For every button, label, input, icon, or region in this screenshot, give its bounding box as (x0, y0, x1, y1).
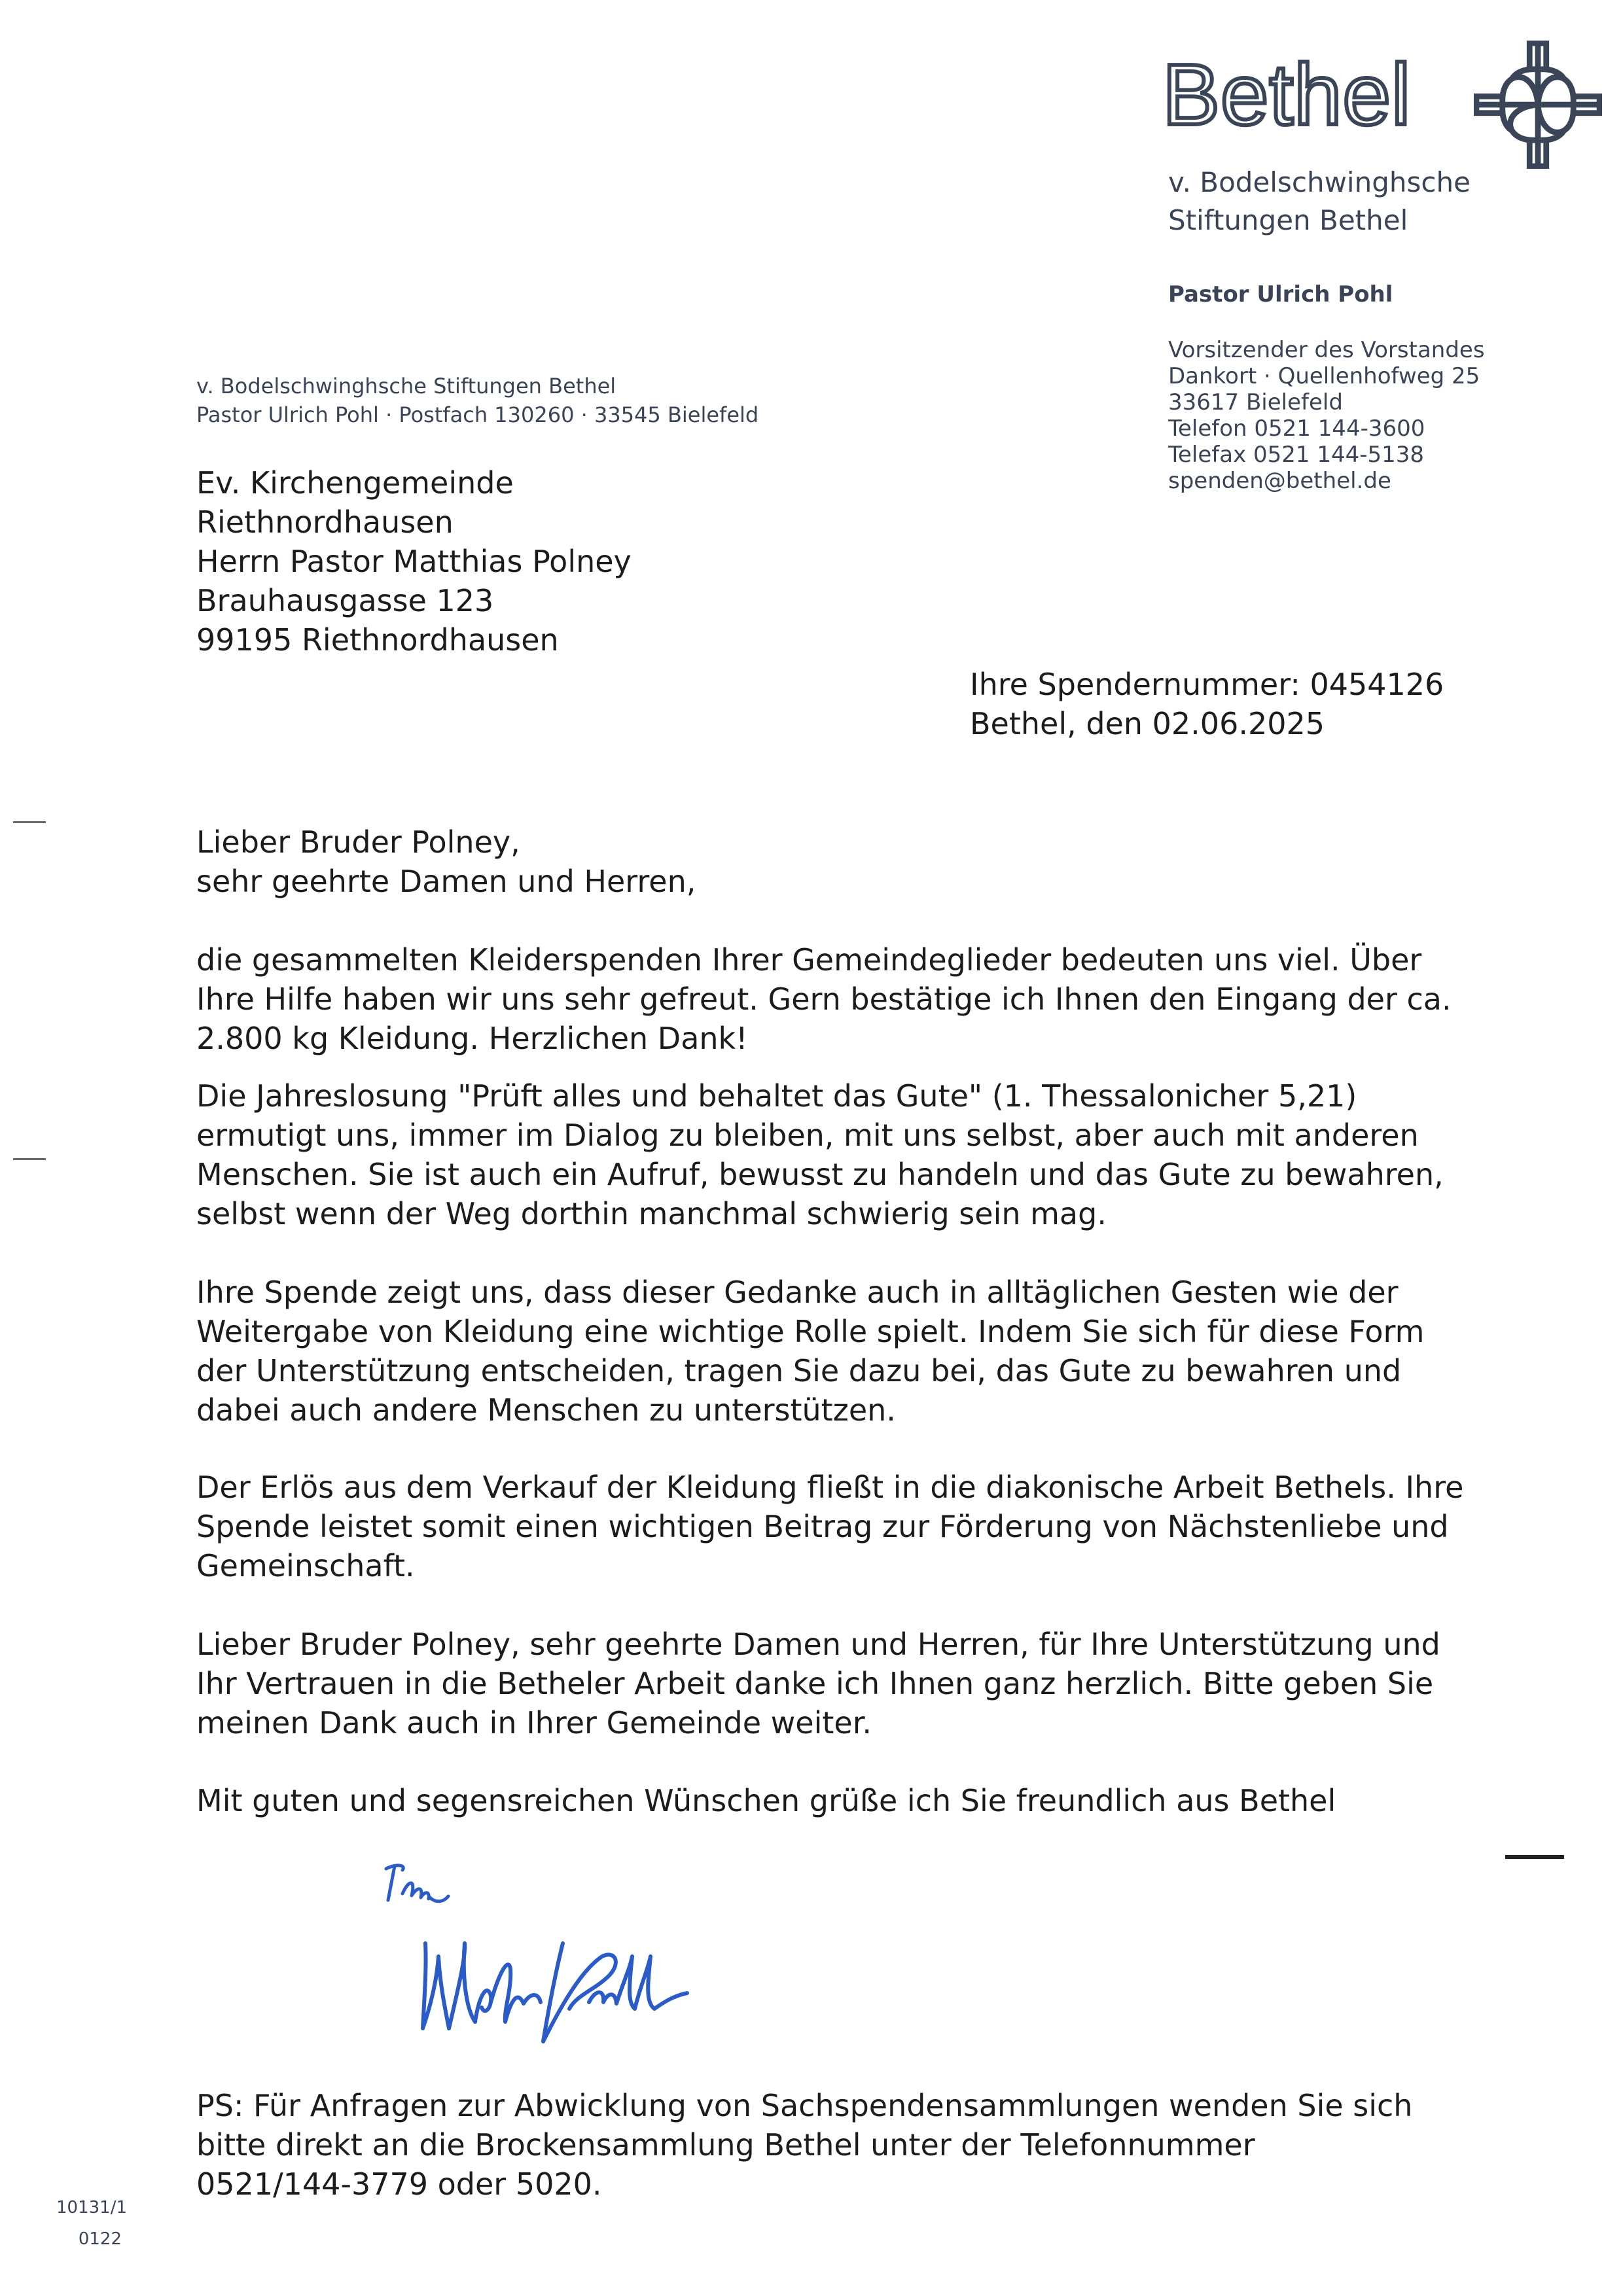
form-code (56, 2192, 128, 2255)
recipient-line: Brauhausgasse 123 (196, 583, 494, 618)
text-line: die gesammelten Kleiderspenden Ihrer Gemeindeglieder bedeuten uns viel. Über (196, 942, 1422, 978)
recipient-address (196, 463, 632, 660)
bethel-logo (1162, 46, 1607, 164)
fold-mark (1505, 1855, 1564, 1859)
recipient-line: Herrn Pastor Matthias Polney (196, 544, 632, 579)
recipient-line: Ev. Kirchengemeinde (196, 465, 514, 501)
sender-return-address (196, 372, 758, 429)
text-line: Gemeinschaft. (196, 1548, 415, 1583)
donor-number: Ihre Spendernummer: 0454126 (970, 667, 1444, 702)
contact-name: Pastor Ulrich Pohl (1168, 281, 1393, 308)
contact-street: Dankort · Quellenhofweg 25 (1168, 363, 1480, 389)
text-line: meinen Dank auch in Ihrer Gemeinde weiter. (196, 1705, 872, 1740)
contact-details (1168, 337, 1485, 494)
text-line: Lieber Bruder Polney, sehr geehrte Damen und Herren, für Ihre Unterstützung und (196, 1627, 1440, 1662)
text-line: Ihre Spende zeigt uns, dass dieser Gedanke auch in alltäglichen Gesten wie der (196, 1275, 1399, 1310)
body-paragraph-4 (196, 1468, 1479, 1585)
logo-wordmark: Bethel (1162, 46, 1412, 143)
form-code-line-2: 0122 (78, 2229, 122, 2249)
closing-line (196, 1781, 1479, 1820)
text-line: Der Erlös aus dem Verkauf der Kleidung fließt in die diakonische Arbeit Bethels. Ihre (196, 1470, 1464, 1505)
text-line: der Unterstützung entscheiden, tragen Sie dazu bei, das Gute zu bewahren und (196, 1353, 1402, 1388)
text-line: 2.800 kg Kleidung. Herzlichen Dank! (196, 1021, 748, 1056)
signature-scribble (419, 1930, 713, 2061)
text-line: Mit guten und segensreichen Wünschen grüße ich Sie freundlich aus Bethel (196, 1783, 1336, 1818)
fold-mark (13, 821, 46, 823)
contact-fax: Telefax 0521 144-5138 (1168, 442, 1425, 468)
text-line: Spende leistet somit einen wichtigen Beitrag zur Förderung von Nächstenliebe und (196, 1509, 1449, 1544)
org-name-line2: Stiftungen Bethel (1168, 204, 1408, 236)
contact-phone: Telefon 0521 144-3600 (1168, 415, 1425, 442)
text-line: Ihre Hilfe haben wir uns sehr gefreut. Gern bestätige ich Ihnen den Eingang der ca. (196, 981, 1452, 1017)
text-line: Die Jahreslosung "Prüft alles und behaltet das Gute" (1. Thessalonicher 5,21) (196, 1078, 1357, 1114)
text-line: selbst wenn der Weg dorthin manchmal schwierig sein mag. (196, 1196, 1107, 1231)
bethel-cross-icon (1474, 41, 1602, 169)
text-line: Menschen. Sie ist auch ein Aufruf, bewusst zu handeln und das Gute zu bewahren, (196, 1157, 1444, 1192)
text-line: Weitergabe von Kleidung eine wichtige Rolle spielt. Indem Sie sich für diese Form (196, 1314, 1425, 1349)
text-line: ermutigt uns, immer im Dialog zu bleiben, mit uns selbst, aber auch mit anderen (196, 1118, 1419, 1153)
organization-name (1168, 164, 1471, 239)
punch-mark (13, 1158, 46, 1160)
contact-email: spenden@bethel.de (1168, 468, 1391, 494)
signature-greeting-scribble (383, 1860, 455, 1912)
form-code-line-1: 10131/1 (56, 2198, 128, 2217)
ps-line: 0521/144-3779 oder 5020. (196, 2166, 602, 2202)
contact-city: 33617 Bielefeld (1168, 389, 1343, 415)
postscript (196, 2086, 1412, 2204)
recipient-line: Riethnordhausen (196, 504, 454, 540)
ps-line: PS: Für Anfragen zur Abwicklung von Sachspendensammlungen wenden Sie sich (196, 2088, 1413, 2123)
recipient-line: 99195 Riethnordhausen (196, 622, 559, 658)
body-paragraph-3 (196, 1273, 1479, 1430)
text-line: Ihr Vertrauen in die Betheler Arbeit danke ich Ihnen ganz herzlich. Bitte geben Sie (196, 1666, 1434, 1701)
salutation-line-1: Lieber Bruder Polney, (196, 824, 520, 860)
ps-line: bitte direkt an die Brockensammlung Bethel unter der Telefonnummer (196, 2127, 1255, 2163)
sender-line-1: v. Bodelschwinghsche Stiftungen Bethel (196, 374, 616, 398)
salutation-line-2: sehr geehrte Damen und Herren, (196, 864, 696, 899)
org-name-line1: v. Bodelschwinghsche (1168, 166, 1471, 198)
salutation (196, 822, 696, 901)
sender-line-2: Pastor Ulrich Pohl · Postfach 130260 · 33545 Bielefeld (196, 402, 759, 427)
body-paragraph-2 (196, 1076, 1479, 1233)
body-paragraph-1 (196, 940, 1479, 1058)
contact-role: Vorsitzender des Vorstandes (1168, 337, 1485, 363)
place-date: Bethel, den 02.06.2025 (970, 706, 1325, 741)
text-line: dabei auch andere Menschen zu unterstützen. (196, 1392, 896, 1428)
body-paragraph-5 (196, 1625, 1479, 1742)
letter-meta (970, 665, 1444, 743)
